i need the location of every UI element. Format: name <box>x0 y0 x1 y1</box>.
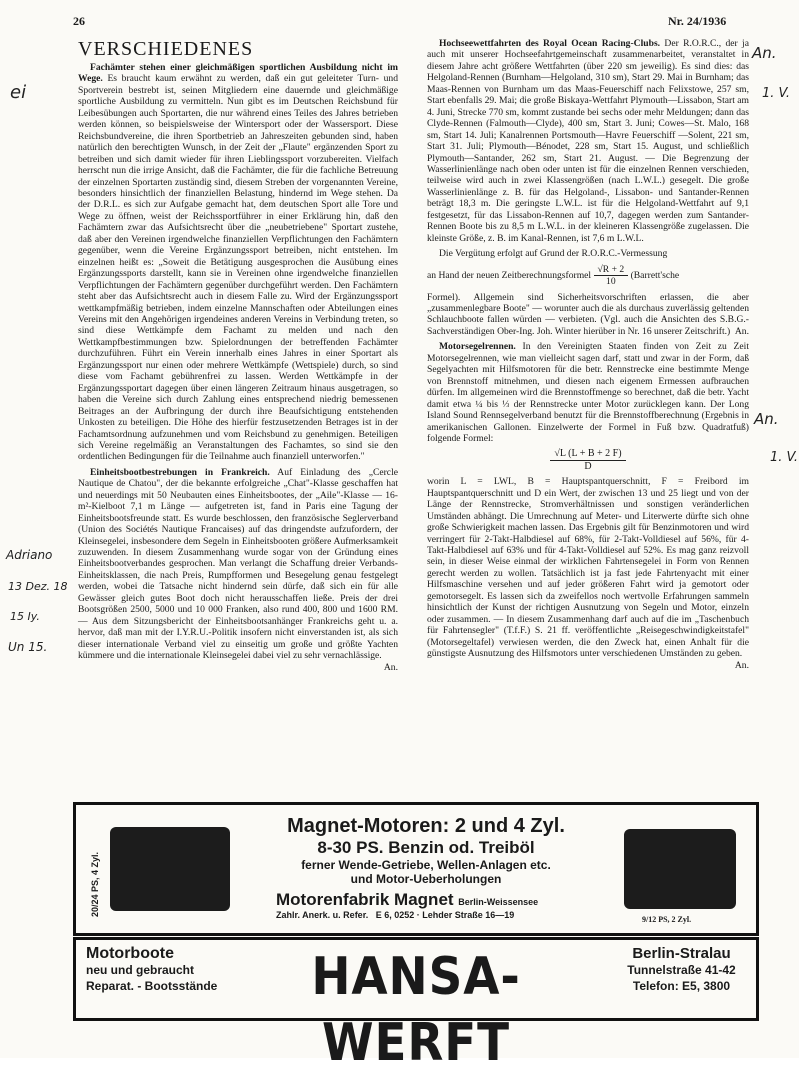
phone-address: E 6, 0252 · Lehder Straße 16—19 <box>375 910 515 920</box>
margin-note-an-2: An. <box>754 410 779 428</box>
ad-left-text <box>86 946 236 994</box>
ad-service: und Motor-Ueberholungen <box>350 872 502 886</box>
ad-company <box>276 890 576 910</box>
article-title: Motorsegelrennen. <box>439 341 516 353</box>
article-body: Formel). Allgemein sind Sicherheitsvorschriften erlassen, die aber „zusammenlegbare Boote" — worunter auch die als durchaus zuverlässig geltenden Schlauchboote fallen würden — verbieten. (Vgl. auch die Ansichten des S.B.G.-Sachverständigen Ober-Ing. Joh. Winter hierüber in Nr. 16 unserer Zeitschrift.) <box>427 291 749 337</box>
fuel-formula <box>427 448 749 472</box>
formula-tail: (Barrett'sche <box>630 269 680 281</box>
article-paragraph <box>427 292 749 338</box>
engine-illustration-large <box>110 827 230 911</box>
section-heading: VERSCHIEDENES <box>78 38 254 60</box>
ad-products: ferner Wende-Getriebe, Wellen-Anlagen etc. <box>301 858 551 872</box>
article-signature: An. <box>383 661 398 673</box>
formula-numerator: √L (L + B + 2 F) <box>550 448 625 460</box>
article-title: Einheitsbootbestrebungen in Frankreich. <box>90 466 270 478</box>
margin-note-adriano: Adriano <box>6 548 53 562</box>
formula-denominator: 10 <box>606 276 616 288</box>
ad-terms <box>276 910 576 920</box>
article-paragraph: Die Vergütung erfolgt auf Grund der R.O.R.C.-Vermessung <box>439 248 668 260</box>
engine-label-right: 9/12 PS, 2 Zyl. <box>642 915 692 924</box>
ad-services: Reparat. - Bootsstände <box>86 979 218 993</box>
article-motorsegel <box>427 341 749 444</box>
ad-condition: neu und gebraucht <box>86 963 194 977</box>
fuel-fraction <box>550 448 625 472</box>
ad-power: 8-30 PS. Benzin od. Treiböl <box>317 838 535 857</box>
margin-note-4: Un 15. <box>8 640 48 654</box>
formula-denominator: D <box>584 460 592 472</box>
ad-headline: Magnet-Motoren: 2 und 4 Zyl. <box>287 815 565 837</box>
formula-numerator: √R + 2 <box>594 264 629 276</box>
article-hochsee <box>427 38 749 244</box>
company-name: Motorenfabrik Magnet <box>276 890 454 909</box>
article-signature: An. <box>734 659 749 671</box>
company-city: Berlin-Weissensee <box>458 897 539 907</box>
barrett-formula <box>594 264 629 288</box>
ad-hansa-werft <box>73 937 759 1073</box>
formula-line <box>427 264 749 288</box>
ad-phone: Telefon: E5, 3800 <box>632 979 731 993</box>
margin-note-3: 15 Iy. <box>10 610 40 623</box>
right-column <box>427 38 749 671</box>
left-column <box>78 38 398 673</box>
article-einheitsboot <box>78 466 398 673</box>
article-body: worin L = LWL, B = Hauptspantquerschnitt, F = Freibord im Hauptspantquerschnitt und D ein Wert, der zwischen 13 und 25 liegt und von der Länge der Rennstrecke, Stromverhältnissen und sonstigen veränderlichen Umständen abhängt. Die Umrechnung auf Meter- und Literwerte dürfte sich ohne große Schwierigkeit machen lassen. Das Ergebnis gilt für Benzinmotoren und wird verringert für 2-Takt-Halbdiesel auf 68%, für 2-Takt-Volldiesel auf 56%, für 4-Takt-Halbdiesel auf 63% und für 4-Takt-Volldiesel auf 52%. Es mag ganz reizvoll sein, in dieser Weise einmal der wirklichen Fahrtensegelei in Form von Rennen gerecht werden zu wollen. Tatsächlich ist ja fast jede Fahrtenyacht mit einer Hilfsmaschine versehen und auf jeder größeren Fahrt wird ja gemotort oder gemotorsegelt. Es lassen sich da zweifellos noch wertvolle Erfahrungen sammeln hinsichtlich der Kunst der richtigen Ausnutzung von Segeln und Motor, einzeln oder zusammen. — In diesem Zusammenhang darf auch auf die im „Taschenbuch für Fahrtensegler" (T.f.F.) S. 21 ff. veröffentlichte „Reisegeschwindigkeitstafel" (Motorsegeltafel) verwiesen werden, die den Zweck hat, einen Anhalt für die günstigste Ausnutzung des Hilfsmotors unter verschiedenen Umständen zu geben. <box>427 476 749 660</box>
page-number: 26 <box>73 14 85 28</box>
ad-center-text <box>276 815 576 920</box>
article-fachaemter <box>78 62 398 463</box>
engine-label-left: 20/24 PS, 4 Zyl. <box>90 851 100 917</box>
article-title: Hochseewettfahrten des Royal Ocean Racing-Clubs. <box>439 38 661 49</box>
ad-motorboote: Motorboote <box>86 945 174 962</box>
engine-illustration-small <box>624 829 736 909</box>
margin-note-an-1: An. <box>752 44 777 62</box>
article-title: Fachämter stehen einer gleichmäßigen sportlichen Ausbildung nicht im Wege. <box>78 62 398 85</box>
article-signature: An. <box>734 325 749 337</box>
ad-right-text <box>614 946 749 994</box>
article-body: Der R.O.R.C., der ja auch mit unserer Hochseefahrtgemeinschaft zusammenarbeitet, veranstaltet in diesem Jahre acht größere Wettfahrten (über 220 sm jeweilig). Es sind dies: das Helgoland-Rennen (Burnham—Helgoland, 310 sm), Start 29. Mai in Burnham; das Maas-Rennen von Burnham um das Maas-Feuerschiff nach Felixstowe, 257 sm, Start ebenfalls 29. Mai; die große Biskaya-Wettfahrt Plymouth—Lissabon, Start am 4. Juni, Strecke 770 sm, kommt zustande bei sechs oder mehr Meldungen; dann das Clyde-Rennen (Falmouth—Clyde), 400 sm, Start 3. Juni; Cowes—St. Malo, 168 sm, Start 14. Juli; Kanalrennen Portsmouth—Havre Feuerschiff —Solent, 221 sm, Start 31. Juli; Plymouth—Bénodet, 228 sm, Start 15. August, und schließlich Plymouth—Santander, 262 sm, Start 21. August. — Die Begrenzung der Wasserlinienlänge nach oben oder unten ist für die einzelnen Rennen verschieden, teilweise wird auch in zwei Klassengrößen (nach L.W.L.) gesegelt. Die große Wasserlinienlänge z. B. für das Helgoland-, Lissabon- und Santander-Rennen beträgt 18,3 m. Die geringste L.W.L. ist für die Helgoland-Wettfahrt auf 9,1 festgesetzt, für das Lissabon-Rennen auf 10,7, dagegen werden zum Santander-Rennen Boote bis zu 8,5 m L.W.L. in der kleineren Klassengröße zugelassen. Die kleinste Größe, z. B. im Kanal-Rennen, ist 7,6 m L.W.L. <box>427 38 749 244</box>
article-paragraph <box>427 476 749 671</box>
margin-note-date: 13 Dez. 18 <box>8 580 68 593</box>
ad-brand: HANSA-WERFT <box>311 947 521 1073</box>
article-body: In den Vereinigten Staaten finden von Zeit zu Zeit Motorsegelrennen, wie man vielleicht sagen darf, statt und zwar in der Form, daß Segelyachten mit Hilfsmotoren für die betr. Rennstrecke eine bestimmte Menge von Brennstoff mitnehmen, und diesen nach eigenem Ermessen aufbrauchen dürfen. Im allgemeinen wird die Brennstoffmenge so berechnet, daß die betr. Yacht damit etwa ¼ bis ⅓ der Rennstrecke unter Motor zurücklegen kann. Der Long Island Sound Rennsegelverband benutzt für die Brennstoffberechnung (Ergebnis in amerikanischen Gallonen. Einzelwerte der Formel in Fuß bzw. Quadratfuß) folgende Formel: <box>427 341 749 444</box>
issue-number: Nr. 24/1936 <box>668 14 727 28</box>
ad-city: Berlin-Stralau <box>632 945 731 962</box>
article-body: Es braucht kaum erwähnt zu werden, daß ein gut geleiteter Turn- und Sportverein bestrebt ist, seinen Mitgliedern eine dauernde und gleichmäßige sportliche Ausbildung zu vermitteln. Nun gibt es im Deutschen Reichsbund für Leibesübungen auch Sportarten, die nur während eines Teiles des Jahres betrieben werden können, so beispielsweise der Wintersport oder der Wassersport. Diese Reichsbundvereine, die ihren Sportbetrieb an Jahreszeiten gebunden sind, haben natürlich den berechtigten Wunsch, in der Zeit der „Flaute" ergänzenden Sport zu betreiben und sich damit wieder für ihren Lieblingssport vorzubereiten. Vielfach herrscht nun die irrige Ansicht, daß die Fachämter, die für die fachliche Betreuung der einzelnen Sportarten zuständig sind, diesem Streben der vorgenannten Vereine, besonders hinsichtlich der finanziellen Belastung, hindernd im Wege stehen. Da der D.R.L. es sich zur Aufgabe gemacht hat, dem deutschen Sport alle Tore und Wege zu öffnen, weist der Reichssportführer in einer Erklärung hin, daß den Fachämtern zwar das Aufsichtsrecht über die „neubetriebene" Sportart zustehe, daß aber den Vereinen irgendwelche finanziellen Verpflichtungen den Fachämtern gegenüber, wenn die Vereine Ergänzungssport betreiben, nicht entstehen. Im einzelnen heißt es: „Soweit die Betätigung ausgesprochen die Ausübung eines Ergänzungssports darstellt, kann sie in Vereinen ohne irgendwelche finanziellen Verpflichtungen der Fachämtern gegenüber durchgeführt werden. Den Fachämtern steht aber das Aufsichtsrecht auch in diesem Falle zu. Wird der Ergänzungssport wettkampfmäßig betrieben, indem einzelne Mannschaften oder Abteilungen eines Vereins mit den Angehörigen irgendeines anderen Vereins in Verbindung treten, so sind diese Wettkämpfe dem Fachamt zu melden und nach den Wettkampfbestimmungen bzw. Spielordnungen der betreffenden Fachämter durchzuführen. Führt ein Verein innerhalb eines Jahres in einer Sportart als Ergänzungssport nur einen oder mehrere Wettkämpfe (Wettspiele) durch, so sind diese vom Fachamt gebührenfrei zu lassen. Werden Wettkämpfe in der Ergänzungssportart dagegen über einen längeren Zeitraum hinaus ausgetragen, so haben die Vereine sich durch Zahlung eines entsprechend niedrig bemessenen Beitrages an der Aufbringung der durch ihre Beaufsichtigung entstehenden Unkosten zu beteiligen. Die Höhe des hierfür festzusetzenden Betrages ist in der Fachamtsordnung aufzunehmen und vom Reichsbund zu genehmigen. Beteiligen sich Vereine regelmäßig an Veranstaltungen des Fachamtes, so sind sie den ordentlichen Bedingungen für die Teilnahme auch finanziell unterworfen." <box>78 73 399 463</box>
ad-magnet-motoren <box>73 802 759 936</box>
formula-lead: an Hand der neuen Zeitberechnungsformel <box>427 269 592 281</box>
terms-text: Zahlr. Anerk. u. Refer. <box>276 910 369 920</box>
ad-street: Tunnelstraße 41-42 <box>627 963 736 977</box>
article-body: Auf Einladung des „Cercle Nautique de Chatou", der die bekannte erfolgreiche „Chat"-Klasse geschaffen hat und neuerdings mit 50 Neubauten eines Einheitsbootes, der „Aile"-Klasse — 16-m²-Kielboot 7,1 m Länge — aufgetreten ist, fand in Paris eine Tagung der Einheitsbootsfreunde statt. Es wurde beschlossen, den französische Seglerverband (Union des Sociétés Nautique Francaises) auf das dringendste aufzufordern, der Kleinsegelei, insbesondere dem Segeln in Einheitsbooten größere Aufmerksamkeit zuzuwenden. In diesem Zusammenhang wurde sogar von der Gründung eines Einheitsbootverbandes gesprochen. Man verlangt die Schaffung dreier Verbands-Einheitsklassen, die nach Preis, Rumpfformen und Besegelung genau festgelegt werden, wobei die Tatsache nicht hindernd sein dürfe, daß sich ein für alle Gewässer gleich gutes Boot doch nicht herausschaffen ließe. Preis der drei Bootsgrößen 2500, 5000 und 10 000 Franken, also rund 400, 800 und 1600 RM. — Aus dem Sitzungsbericht der Einheitsbootsanhänger Frankreichs geht u. a. hervor, daß man mit der I.Y.R.U.-Politik insofern nicht einverstanden ist, als sich dieser internationale Verband viel zu einseitig um große und größte Yachten kümmere und die internationale Kleinsegelei dabei viel zu sehr vernachlässige. <box>78 466 398 662</box>
margin-note-ei: ei <box>10 82 27 103</box>
margin-note-v-2: 1. V. <box>770 450 799 465</box>
margin-note-v-1: 1. V. <box>762 86 791 101</box>
